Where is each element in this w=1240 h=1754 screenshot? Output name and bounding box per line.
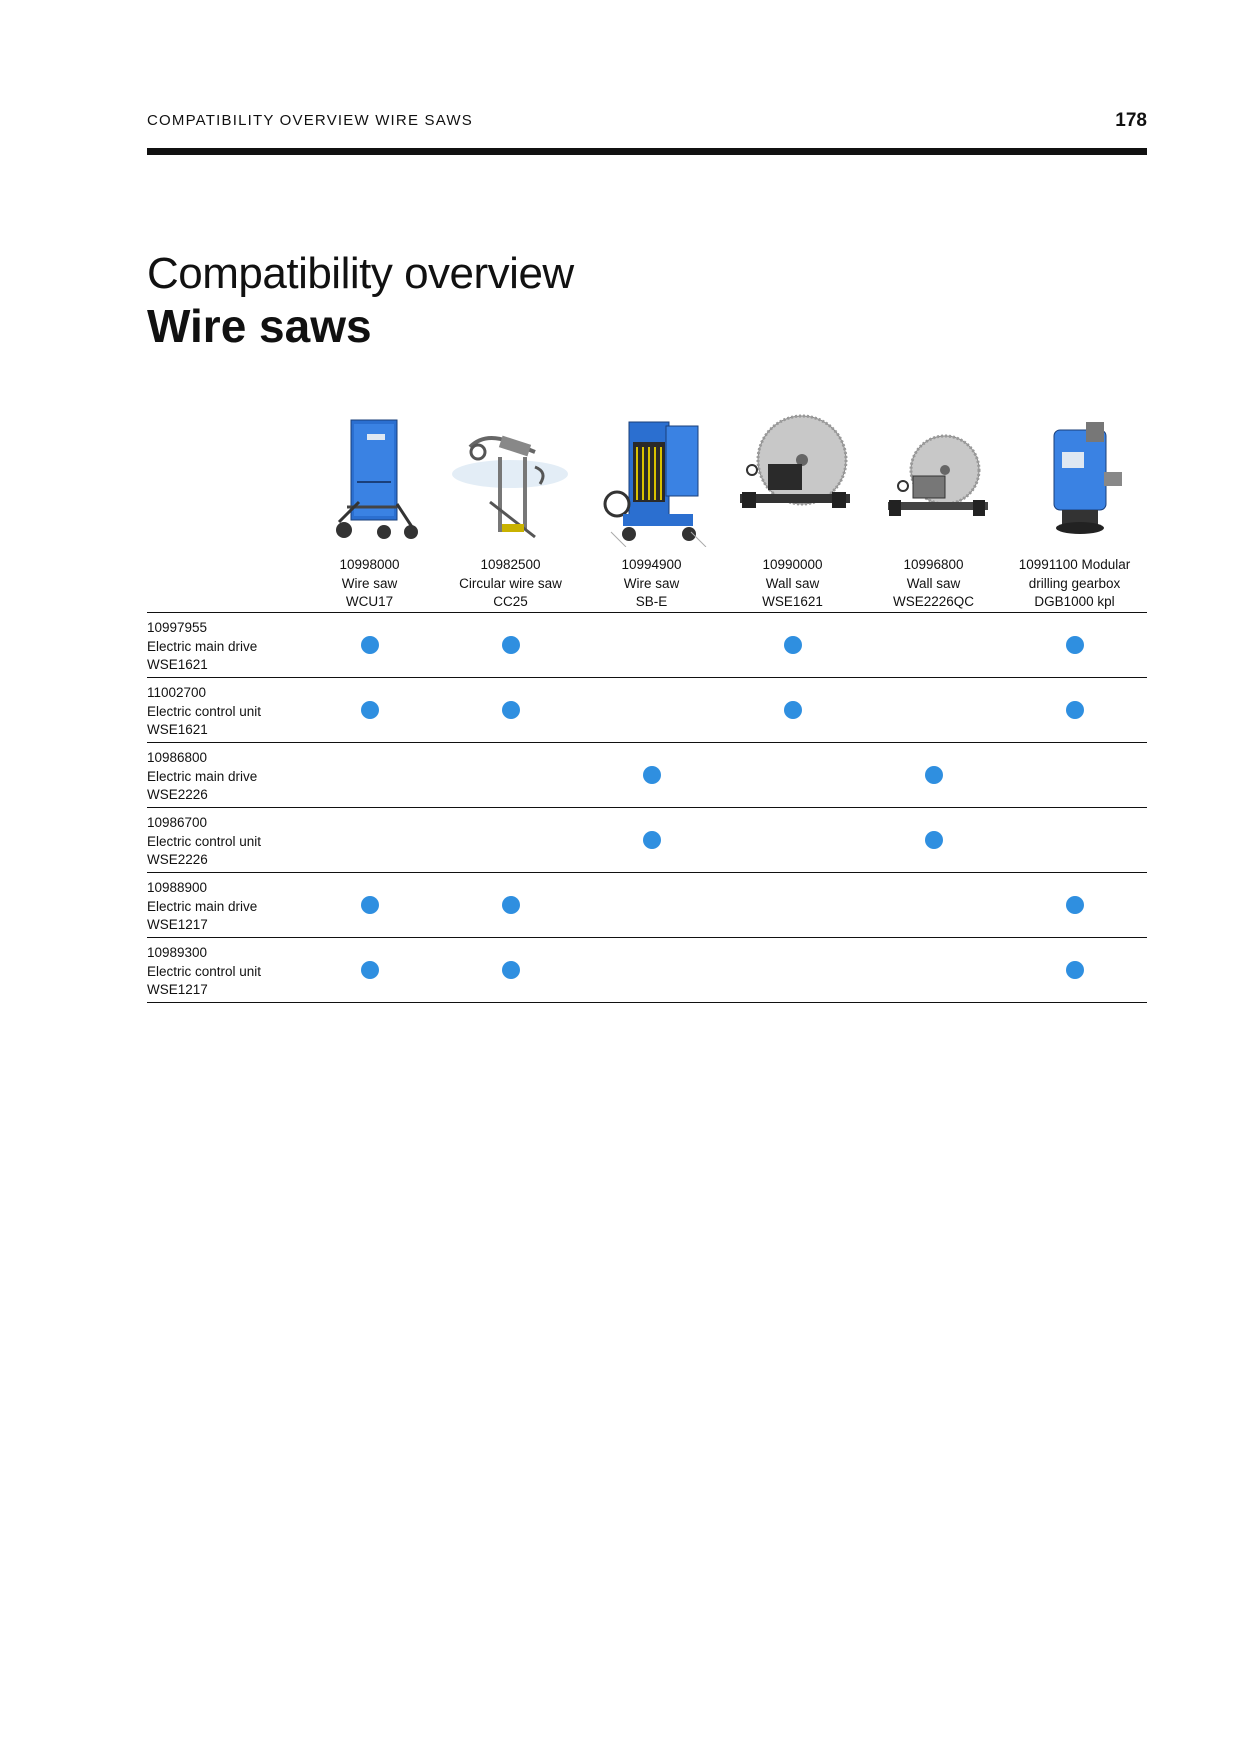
product-model: CC25 [493, 594, 528, 609]
compatible-indicator-icon [361, 636, 379, 654]
wall-saw-qc-icon [863, 412, 1004, 547]
product-label [576, 556, 727, 612]
row-model: WSE2226 [147, 852, 208, 867]
product-column [863, 412, 1004, 612]
product-column [722, 412, 863, 612]
product-type: drilling gearbox [1028, 575, 1121, 591]
row-name: Electric control unit [147, 833, 262, 849]
page-subtitle: Wire saws [147, 300, 372, 352]
row-code: 11002700 [147, 685, 207, 700]
circular-wire-saw-icon [440, 412, 581, 547]
product-model: WSE1621 [762, 594, 823, 609]
compatible-indicator-icon [361, 961, 379, 979]
row-name: Electric main drive [147, 638, 258, 654]
row-code: 10986800 [147, 750, 208, 765]
product-model: DGB1000 kpl [1034, 594, 1115, 609]
compatible-indicator-icon [1066, 636, 1084, 654]
wire-saw-sbe-icon [581, 412, 722, 547]
compatible-indicator-icon [925, 766, 943, 784]
table-row [147, 938, 1147, 1003]
compatible-indicator-icon [502, 896, 520, 914]
row-label [147, 749, 257, 805]
row-label [147, 684, 261, 740]
row-label [147, 619, 257, 675]
compatible-indicator-icon [1066, 701, 1084, 719]
table-row [147, 678, 1147, 743]
row-model: WSE1217 [147, 917, 208, 932]
row-model: WSE1621 [147, 722, 208, 737]
compatible-indicator-icon [643, 831, 661, 849]
row-model: WSE1621 [147, 657, 208, 672]
wall-saw-icon [722, 412, 863, 547]
product-code: 10996800 [903, 557, 964, 572]
page-header [147, 112, 1147, 155]
compatible-indicator-icon [1066, 961, 1084, 979]
product-type: Wall saw [765, 575, 820, 591]
product-model: SB-E [635, 594, 668, 609]
product-type: Wire saw [623, 575, 680, 591]
row-model: WSE2226 [147, 787, 208, 802]
table-row [147, 743, 1147, 808]
row-model: WSE1217 [147, 982, 208, 997]
compatible-indicator-icon [361, 896, 379, 914]
product-code: 10998000 [339, 557, 400, 572]
product-label [294, 556, 445, 612]
row-name: Electric main drive [147, 898, 258, 914]
compatibility-table [147, 612, 1147, 1003]
compatible-indicator-icon [643, 766, 661, 784]
product-column [1004, 412, 1145, 612]
compatible-indicator-icon [784, 701, 802, 719]
product-code: 10990000 [762, 557, 823, 572]
wire-saw-wcu17-icon [299, 412, 440, 547]
product-label [999, 556, 1150, 612]
header-title: COMPATIBILITY OVERVIEW WIRE SAWS [147, 112, 473, 129]
product-label [435, 556, 586, 612]
row-label [147, 944, 261, 1000]
product-label [717, 556, 868, 612]
page-title: Compatibility overview [147, 249, 574, 298]
row-code: 10988900 [147, 880, 208, 895]
table-row [147, 613, 1147, 678]
product-code: 10994900 [621, 557, 682, 572]
compatible-indicator-icon [1066, 896, 1084, 914]
product-column [440, 412, 581, 612]
row-code: 10989300 [147, 945, 208, 960]
row-code: 10986700 [147, 815, 208, 830]
table-row [147, 873, 1147, 938]
product-header-row [299, 412, 1149, 612]
compatible-indicator-icon [502, 636, 520, 654]
row-name: Electric control unit [147, 963, 262, 979]
drilling-gearbox-icon [1004, 412, 1145, 547]
page-number: 178 [1115, 110, 1147, 131]
product-model: WSE2226QC [892, 594, 975, 609]
product-code: 10991100 Modular [1018, 557, 1131, 572]
row-label [147, 814, 261, 870]
product-type: Circular wire saw [459, 575, 562, 591]
compatible-indicator-icon [784, 636, 802, 654]
compatible-indicator-icon [502, 701, 520, 719]
table-row [147, 808, 1147, 873]
row-code: 10997955 [147, 620, 208, 635]
product-type: Wire saw [341, 575, 398, 591]
product-column [299, 412, 440, 612]
compatible-indicator-icon [502, 961, 520, 979]
row-name: Electric main drive [147, 768, 258, 784]
product-model: WCU17 [345, 594, 394, 609]
row-name: Electric control unit [147, 703, 262, 719]
product-column [581, 412, 722, 612]
compatible-indicator-icon [925, 831, 943, 849]
row-label [147, 879, 257, 935]
product-code: 10982500 [480, 557, 541, 572]
compatible-indicator-icon [361, 701, 379, 719]
product-type: Wall saw [906, 575, 961, 591]
product-label [858, 556, 1009, 612]
